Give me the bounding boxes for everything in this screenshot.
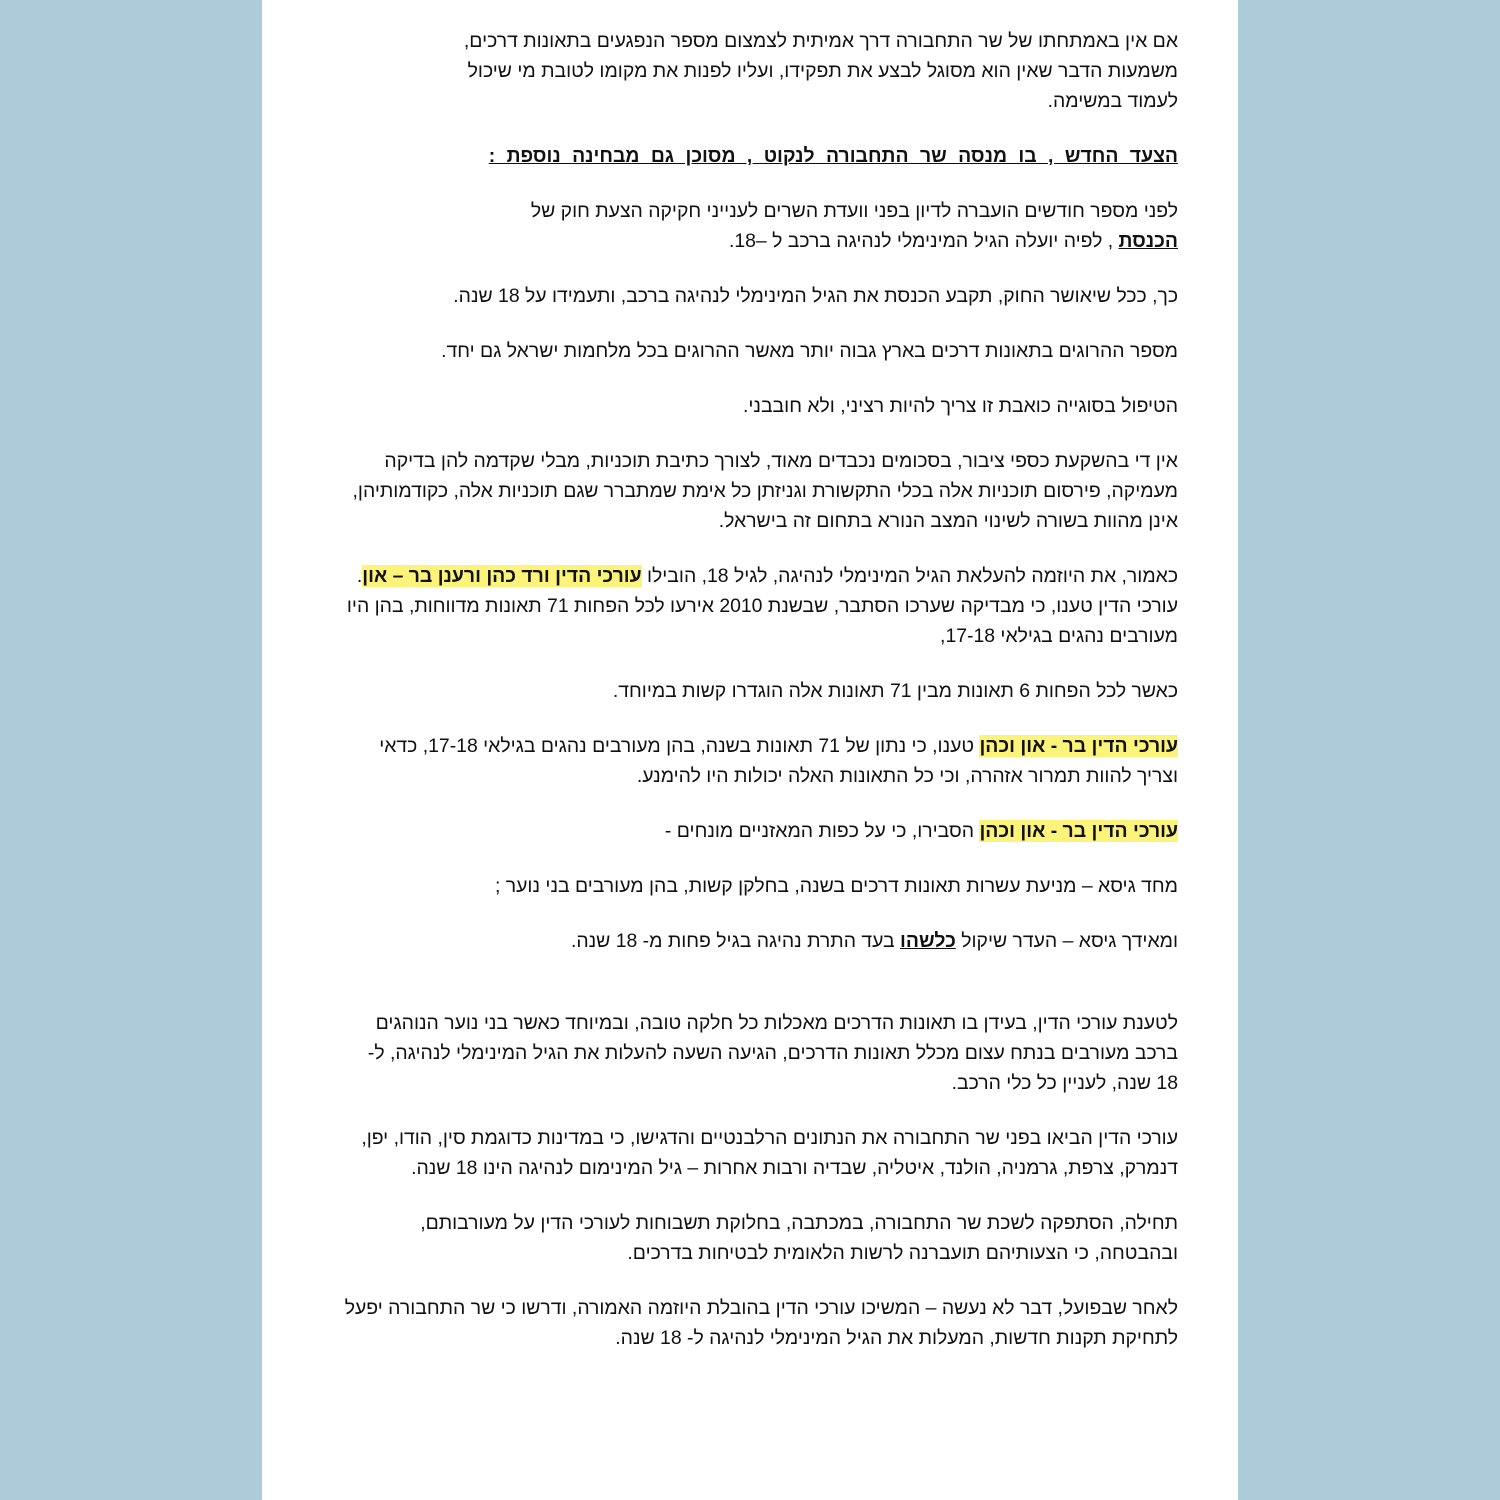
highlighted-lawyers: עורכי הדין בר - און וכהן: [979, 820, 1178, 842]
paragraph-on-other-hand: [342, 926, 1178, 956]
paragraph-countries: עורכי הדין הביאו בפני שר התחבורה את הנתונים הרלבנטיים והדגישו, כי במדינות כדוגמת סין, הודו, יפן, דנמרק, צרפת, גרמניה, הולנד, איטליה, שבדיה ורבות אחרות – גיל המינימום לנהיגה הינו 18 שנה.: [361, 1127, 1178, 1179]
paragraph-opening-line: משמעות הדבר שאין הוא מסוגל לבצע את תפקידו, ועליו לפנות את מקומו לטובת מי שיכול: [467, 60, 1178, 82]
bill-text: , לפיה יועלה הגיל המינימלי לנהיגה ברכב ל –18.: [728, 230, 1119, 252]
initiative-text: כאמור, את היוזמה להעלאת הגיל המינימלי לנהיגה, לגיל 18, הובילו: [641, 565, 1178, 587]
other-hand-text: בעד התרת נהיגה בגיל פחות מ- 18 שנה.: [570, 930, 900, 952]
initiative-text: . עורכי הדין טענו, כי מבדיקה שערכו הסתבר, שבשנת 2010 אירעו לכל הפחות 71 תאונות מדווחות, בהן היו מעורבים נהגים בגילאי 17-18,: [346, 565, 1178, 647]
paragraph-claim: [342, 731, 1178, 791]
paragraph-initiative: [342, 561, 1178, 651]
paragraph-casualties: מספר ההרוגים בתאונות דרכים בארץ גבוה יותר מאשר ההרוגים בכל מלחמות ישראל גם יחד.: [441, 340, 1178, 362]
explained-text: הסבירו, כי על כפות המאזניים מונחים -: [664, 820, 980, 842]
knesset-underlined: הכנסת: [1118, 230, 1178, 252]
paragraph-opening-line: לעמוד במשימה.: [1047, 90, 1178, 112]
paragraph-opening: [342, 26, 1178, 116]
paragraph-law: כך, ככל שיאושר החוק, תקבע הכנסת את הגיל המינימלי לנהיגה ברכב, ותעמידו על 18 שנה.: [453, 285, 1178, 307]
section-heading: הצעד החדש , בו מנסה שר התחבורה לנקוט , מסוכן גם מבחינה נוספת :: [488, 145, 1178, 167]
other-hand-text: ומאידך גיסא – העדר שיקול: [955, 930, 1178, 952]
highlighted-lawyers: עורכי הדין ורד כהן ורענן בר – און: [362, 565, 642, 587]
claim-text: טענו, כי נתון של 71 תאונות בשנה, בהן מעורבים נהגים בגילאי 17-18, כדאי וצריך להוות תמרור אזהרה, וכי כל התאונות האלה יכולות היו להימנע.: [379, 735, 1178, 787]
underlined-word: כלשהו: [900, 930, 956, 952]
bill-text: לפני מספר חודשים הועברה לדיון בפני וועדת השרים לענייני חקיקה הצעת חוק של: [530, 200, 1178, 222]
paragraph-lawyers-argument: לטענת עורכי הדין, בעידן בו תאונות הדרכים מאכלות כל חלקה טובה, ובמיוחד כאשר בני נוער הנוהגים ברכב מעורבים בנתח עצום מכלל תאונות הדרכים, הגיעה השעה להעלות את הגיל המינימלי לנהיגה, ל- 18 שנה, לעניין כל כלי הרכב.: [367, 1012, 1178, 1094]
paragraph-public-funds: אין די בהשקעת כספי ציבור, בסכומים נכבדים מאוד, לצורך כתיבת תוכניות, מבלי שקדמה להן בדיקה מעמיקה, פירסום תוכניות אלה בכלי התקשורת וגניזתן כל אימת שמתברר שגם תוכניות אלה, כקודמותיהן, אינן מהוות בשורה לשינוי המצב הנורא בתחום זה בישראל.: [352, 450, 1178, 532]
paragraph-ministry-response: תחילה, הסתפקה לשכת שר התחבורה, במכתבה, בחלוקת תשבוחות לעורכי הדין על מעורבותם, ובהבטחה, כי הצעותיהם תועברנה לרשות הלאומית לבטיחות בדרכים.: [420, 1212, 1178, 1264]
paragraph-on-one-hand: מחד גיסא – מניעת עשרות תאונות דרכים בשנה, בחלקן קשות, בהן מעורבים בני נוער ;: [495, 875, 1178, 897]
paragraph-opening-line: אם אין באמתחתו של שר התחבורה דרך אמיתית לצמצום מספר הנפגעים בתאונות דרכים,: [463, 30, 1178, 52]
document-page: [262, 0, 1238, 1500]
paragraph-bill: [342, 196, 1178, 256]
paragraph-severe-accidents: כאשר לכל הפחות 6 תאונות מבין 71 תאונות אלה הוגדרו קשות במיוחד.: [612, 680, 1178, 702]
highlighted-lawyers: עורכי הדין בר - און וכהן: [979, 735, 1178, 757]
paragraph-explained: [342, 816, 1178, 846]
paragraph-treatment: הטיפול בסוגייה כואבת זו צריך להיות רציני, ולא חובבני.: [742, 395, 1178, 417]
paragraph-demand: לאחר שבפועל, דבר לא נעשה – המשיכו עורכי הדין בהובלת היוזמה האמורה, ודרשו כי שר התחבורה יפעל לתחיקת תקנות חדשות, המעלות את הגיל המינימלי לנהיגה ל- 18 שנה.: [344, 1297, 1178, 1349]
